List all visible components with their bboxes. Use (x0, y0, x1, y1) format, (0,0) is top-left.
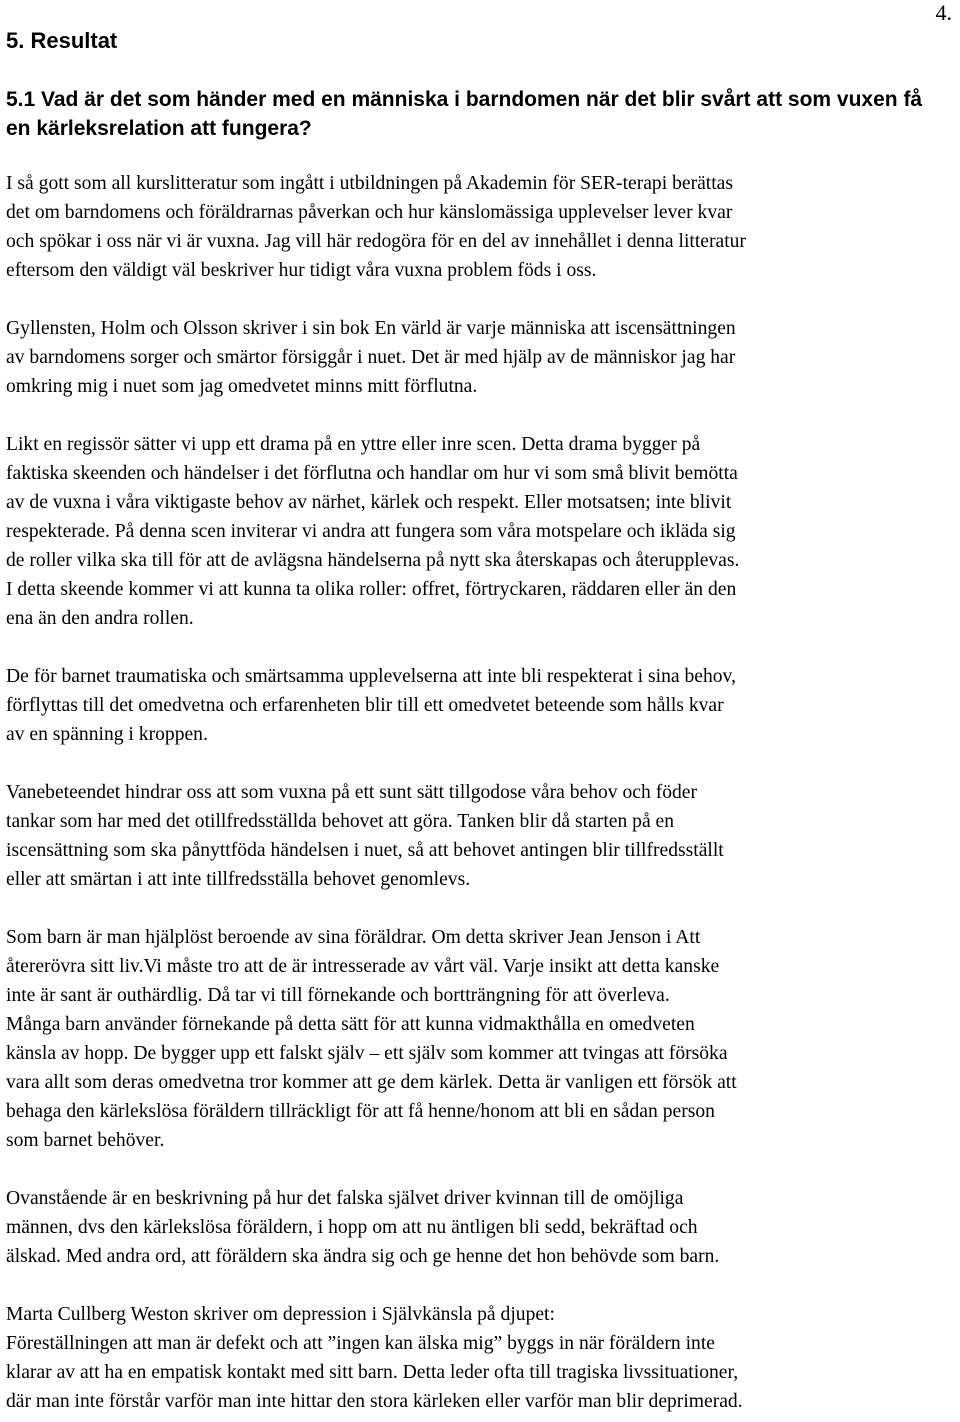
text-line: Likt en regissör sätter vi upp ett drama på en yttre eller inre scen. Detta drama bygger på (6, 434, 701, 455)
text-line: omkring mig i nuet som jag omedvetet minns mitt förflutna. (6, 376, 478, 397)
paragraph-vanebeteendet (6, 778, 956, 894)
text-line: känsla av hopp. De bygger upp ett falskt själv – ett själv som kommer att tvingas att försöka (6, 1043, 728, 1064)
text-line: I så gott som all kurslitteratur som ingått i utbildningen på Akademin för SER-terapi berättas (6, 173, 733, 194)
paragraph-cullberg (6, 1300, 956, 1416)
paragraph-som-barn (6, 923, 956, 1155)
text-line: männen, dvs den kärlekslösa föräldern, i hopp om att nu äntligen bli sedd, bekräftad och (6, 1217, 698, 1238)
text-line: eller att smärtan i att inte tillfredsställa behovet genomlevs. (6, 869, 471, 890)
text-line: Många barn använder förnekande på detta sätt för att kunna vidmakthålla en omedveten (6, 1014, 695, 1035)
paragraph-regissor (6, 430, 956, 633)
text-line: klarar av att ha en empatisk kontakt med sitt barn. Detta leder ofta till tragiska livssituationer, (6, 1362, 739, 1383)
text-line: Föreställningen att man är defekt och att ”ingen kan älska mig” byggs in när föräldern inte (6, 1333, 715, 1354)
text-line: I detta skeende kommer vi att kunna ta olika roller: offret, förtryckaren, räddaren eller än den (6, 579, 737, 600)
text-line: inte är sant är outhärdlig. Då tar vi till förnekande och bortträngning för att överleva. (6, 985, 670, 1006)
text-line: av de vuxna i våra viktigaste behov av närhet, kärlek och respekt. Eller motsatsen; inte blivit (6, 492, 732, 513)
text-line: eftersom den väldigt väl beskriver hur tidigt våra vuxna problem föds i oss. (6, 260, 597, 281)
text-line: behaga den kärlekslösa föräldern tillräckligt för att få henne/honom att bli en sådan person (6, 1101, 715, 1122)
text-line: iscensättning som ska pånyttföda händelsen i nuet, så att behovet antingen blir tillfredsställt (6, 840, 724, 861)
text-line: vara allt som deras omedvetna tror kommer att ge dem kärlek. Detta är vanligen ett försök att (6, 1072, 737, 1093)
text-line: som barnet behöver. (6, 1130, 165, 1151)
text-line: Marta Cullberg Weston skriver om depression i Självkänsla på djupet: (6, 1304, 555, 1325)
text-line: av en spänning i kroppen. (6, 724, 208, 745)
text-line: tankar som har med det otillfredsställda behovet att göra. Tanken blir då starten på en (6, 811, 675, 832)
page-number: 4. (935, 0, 952, 25)
text-line: och spökar i oss när vi är vuxna. Jag vill här redogöra för en del av innehållet i denna litteratur (6, 231, 746, 252)
section-heading: 5. Resultat (6, 28, 118, 53)
text-line: faktiska skeenden och händelser i det förflutna och handlar om hur vi som små blivit bemötta (6, 463, 738, 484)
text-line: återerövra sitt liv.Vi måste tro att de är intresserade av vårt väl. Varje insikt att detta kanske (6, 956, 720, 977)
text-line: de roller vilka ska till för att de avlägsna händelserna på nytt ska återskapas och återupplevas. (6, 550, 740, 571)
text-line: av barndomens sorger och smärtor försiggår i nuet. Det är med hjälp av de människor jag har (6, 347, 736, 368)
text-line: Vanebeteendet hindrar oss att som vuxna på ett sunt sätt tillgodose våra behov och föder (6, 782, 698, 803)
text-line: det om barndomens och föräldrarnas påverkan och hur känslomässiga upplevelser lever kvar (6, 202, 733, 223)
text-line: Som barn är man hjälplöst beroende av sina föräldrar. Om detta skriver Jean Jenson i Att (6, 927, 701, 948)
paragraph-ovanstaende (6, 1184, 956, 1271)
paragraph-traumatiska (6, 662, 956, 749)
paragraph-gyllensten (6, 314, 956, 401)
paragraph-kurslitteratur (6, 169, 956, 285)
body-text (6, 169, 956, 1416)
text-line: De för barnet traumatiska och smärtsamma upplevelserna att inte bli respekterat i sina behov, (6, 666, 736, 687)
text-line: Gyllensten, Holm och Olsson skriver i sin bok En värld är varje människa att iscensättningen (6, 318, 736, 339)
text-line: älskad. Med andra ord, att föräldern ska ändra sig och ge henne det hon behövde som barn. (6, 1246, 720, 1267)
text-line: respekterade. På denna scen inviterar vi andra att fungera som våra motspelare och ikläda sig (6, 521, 736, 542)
text-line: ena än den andra rollen. (6, 608, 194, 629)
text-line: Ovanstående är en beskrivning på hur det falska självet driver kvinnan till de omöjliga (6, 1188, 684, 1209)
text-line: där man inte förstår varför man inte hittar den stora kärleken eller varför man blir deprimerad. (6, 1391, 743, 1412)
text-line: förflyttas till det omedvetna och erfarenheten blir till ett omedvetet beteende som hålls kvar (6, 695, 724, 716)
subsection-heading: 5.1 Vad är det som händer med en människa i barndomen när det blir svårt att som vuxen få en kärleksrelation att fungera? (6, 88, 923, 140)
